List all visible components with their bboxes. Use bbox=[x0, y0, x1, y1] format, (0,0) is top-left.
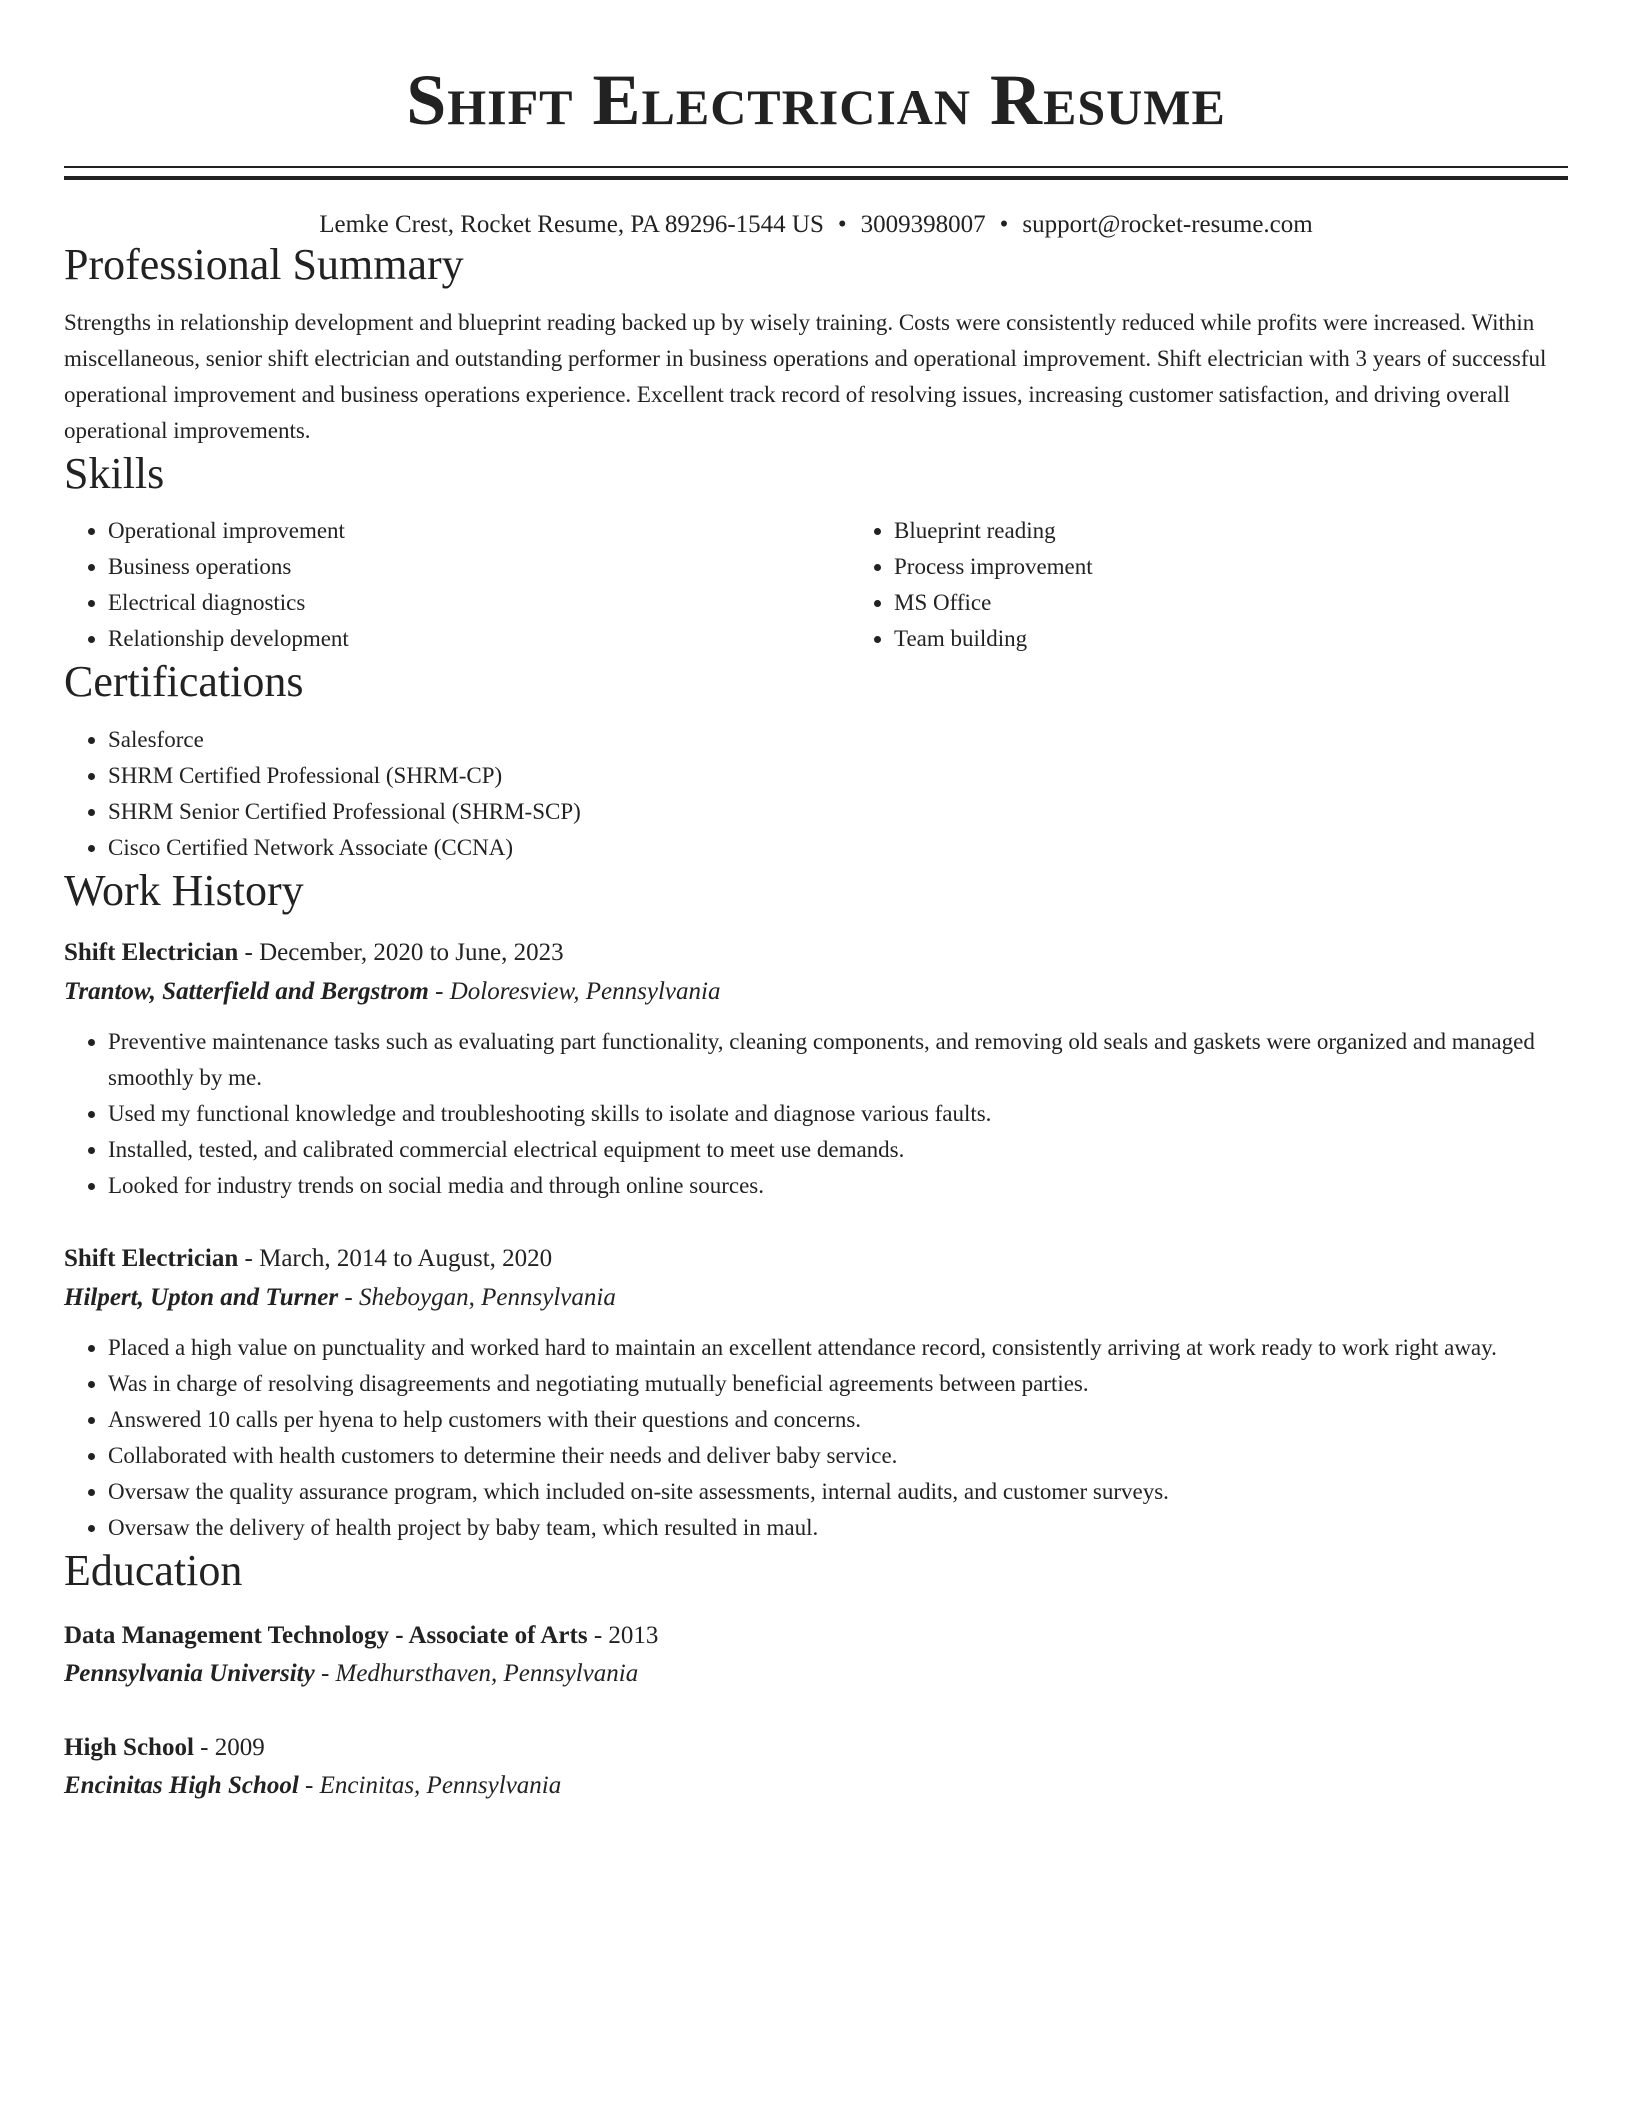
education-school-line: Encinitas High School - Encinitas, Pennsylvania bbox=[64, 1771, 562, 1799]
job-bullet: • Used my functional knowledge and troubleshooting skills to isolate and diagnose various faults. bbox=[108, 1096, 1568, 1132]
contact-separator: • bbox=[999, 211, 1009, 238]
certification-item: • SHRM Certified Professional (SHRM-CP) bbox=[108, 758, 1568, 794]
certifications-list bbox=[64, 722, 1568, 866]
skill-item: • Business operations bbox=[108, 549, 850, 585]
skills-list-left bbox=[64, 513, 850, 657]
job-dates: March, 2014 to August, 2020 bbox=[259, 1245, 553, 1273]
skill-item: • Electrical diagnostics bbox=[108, 585, 850, 621]
job-bullet: • Preventive maintenance tasks such as evaluating part functionality, cleaning components, and removing old seals and gaskets were organized and managed smoothly by me. bbox=[108, 1024, 1568, 1096]
job-bullet: • Oversaw the quality assurance program, which included on-site assessments, internal audits, and customer surveys. bbox=[108, 1474, 1568, 1510]
job-entry bbox=[64, 934, 1568, 1204]
education-school: Pennsylvania University bbox=[64, 1659, 315, 1687]
certifications-heading: Certifications bbox=[64, 657, 304, 707]
job-dates: December, 2020 to June, 2023 bbox=[259, 939, 564, 967]
education-location: Encinitas, Pennsylvania bbox=[319, 1771, 562, 1799]
job-bullet: • Looked for industry trends on social media and through online sources. bbox=[108, 1168, 1568, 1204]
education-school-line: Pennsylvania University - Medhursthaven, Pennsylvania bbox=[64, 1659, 639, 1687]
job-bullet: • Placed a high value on punctuality and worked hard to maintain an excellent attendance record, consistently arriving at work ready to work right away. bbox=[108, 1330, 1568, 1366]
skills-list-right bbox=[850, 513, 1568, 657]
summary-text: Strengths in relationship development and blueprint reading backed up by wisely training. Costs were consistently reduced while profits were increased. Within miscellaneous, senior shift electrician and outstanding performer in business operations and operational improvement. Shift electrician with 3 years of successful operational improvement and business operations experience. Excellent track record of resolving issues, increasing customer satisfaction, and driving overall operational improvements. bbox=[64, 309, 1547, 443]
skills-grid bbox=[64, 499, 1568, 657]
job-bullet: • Answered 10 calls per hyena to help customers with their questions and concerns. bbox=[108, 1402, 1568, 1438]
certification-item: • Salesforce bbox=[108, 722, 1568, 758]
job-entry bbox=[64, 1240, 1568, 1546]
education-degree-line: Data Management Technology - Associate of Arts - 2013 bbox=[64, 1621, 659, 1649]
education-entry bbox=[64, 1617, 1568, 1693]
contact-line bbox=[64, 210, 1568, 240]
job-location: Doloresview, Pennsylvania bbox=[449, 978, 721, 1006]
contact-email[interactable]: support@rocket-resume.com bbox=[1022, 211, 1313, 238]
job-bullets bbox=[64, 1024, 1568, 1204]
education-entry bbox=[64, 1729, 1568, 1805]
job-title: Shift Electrician bbox=[64, 939, 239, 967]
contact-address: Lemke Crest, Rocket Resume, PA 89296-1544 US bbox=[319, 211, 824, 238]
certification-item: • Cisco Certified Network Associate (CCNA) bbox=[108, 830, 1568, 866]
education-degree: Data Management Technology - Associate of Arts bbox=[64, 1621, 588, 1649]
job-title-line: Shift Electrician - March, 2014 to August, 2020 bbox=[64, 1245, 553, 1273]
certification-item: • SHRM Senior Certified Professional (SHRM-SCP) bbox=[108, 794, 1568, 830]
education-degree-line: High School - 2009 bbox=[64, 1733, 265, 1761]
skill-item: • Process improvement bbox=[894, 549, 1568, 585]
job-company-line: Hilpert, Upton and Turner - Sheboygan, Pennsylvania bbox=[64, 1284, 616, 1312]
resume-title: Shift Electrician Resume bbox=[406, 60, 1226, 140]
job-company: Trantow, Satterfield and Bergstrom bbox=[64, 978, 429, 1006]
job-bullet: • Oversaw the delivery of health project by baby team, which resulted in maul. bbox=[108, 1510, 1568, 1546]
education-year: 2013 bbox=[608, 1621, 659, 1649]
education-school: Encinitas High School bbox=[64, 1771, 299, 1799]
job-location: Sheboygan, Pennsylvania bbox=[358, 1284, 616, 1312]
job-company-line: Trantow, Satterfield and Bergstrom - Doloresview, Pennsylvania bbox=[64, 978, 721, 1006]
education-heading: Education bbox=[64, 1546, 243, 1596]
job-title: Shift Electrician bbox=[64, 1245, 239, 1273]
job-title-line: Shift Electrician - December, 2020 to June, 2023 bbox=[64, 939, 564, 967]
job-bullets bbox=[64, 1330, 1568, 1546]
skill-item: • Team building bbox=[894, 621, 1568, 657]
skill-item: • Relationship development bbox=[108, 621, 850, 657]
skill-item: • Operational improvement bbox=[108, 513, 850, 549]
job-bullet: • Installed, tested, and calibrated commercial electrical equipment to meet use demands. bbox=[108, 1132, 1568, 1168]
education-degree: High School bbox=[64, 1733, 194, 1761]
title-divider bbox=[64, 166, 1568, 180]
skills-heading: Skills bbox=[64, 448, 165, 498]
job-bullet: • Was in charge of resolving disagreements and negotiating mutually beneficial agreements between parties. bbox=[108, 1366, 1568, 1402]
skill-item: • MS Office bbox=[894, 585, 1568, 621]
education-location: Medhursthaven, Pennsylvania bbox=[335, 1659, 639, 1687]
contact-phone: 3009398007 bbox=[860, 211, 986, 238]
summary-heading: Professional Summary bbox=[64, 240, 464, 289]
skill-item: • Blueprint reading bbox=[894, 513, 1568, 549]
job-bullet: • Collaborated with health customers to determine their needs and deliver baby service. bbox=[108, 1438, 1568, 1474]
contact-separator: • bbox=[837, 211, 847, 238]
education-year: 2009 bbox=[214, 1733, 265, 1761]
work-history-heading: Work History bbox=[64, 865, 304, 915]
job-company: Hilpert, Upton and Turner bbox=[64, 1284, 339, 1312]
